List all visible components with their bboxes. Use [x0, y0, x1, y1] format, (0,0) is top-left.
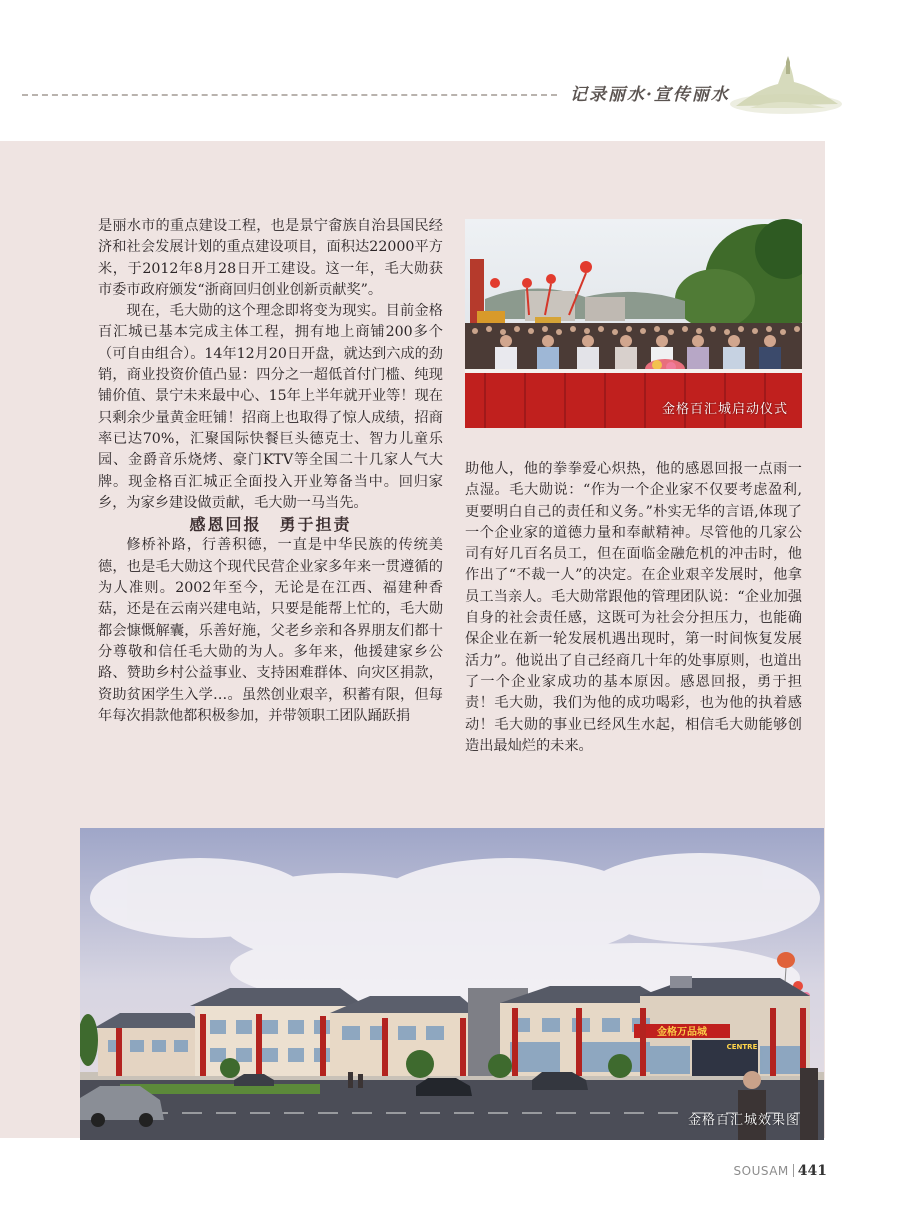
header-dashed-rule [22, 94, 557, 96]
rendering-sign-secondary: CENTRE [726, 1043, 758, 1051]
footer-separator [793, 1164, 794, 1177]
paragraph-2: 现在，毛大勋的这个理念即将变为现实。目前金格百汇城已基本完成主体工程，拥有地上商铺200多个（可自由组合）。14年12月20日开盘，就达到六成的劲销，商业投资价值凸显：四分之一超低首付门槛、纯现铺价值、景宁未来最中心、15年上半年就开业等！现在只剩余少量黄金旺铺！招商上也取得了惊人成绩，招商率已达70%，汇聚国际快餐巨头德克士、智力儿童乐园、金爵音乐烧烤、豪门KTV等全国二十几家人气大牌。现金格百汇城正全面投入开业筹备当中。回归家乡，为家乡建设做贡献，毛大勋一马当先。 [98, 303, 443, 511]
paragraph-4: 助他人，他的拳拳爱心炽热，他的感恩回报一点雨一点湿。毛大勋说：“作为一个企业家不仅要考虑盈利,更要明白自己的责任和义务。”朴实无华的言语,体现了一个企业家的道德力量和奉献精神。尽管他的几家公司有好几百名员工，但在面临金融危机的冲击时，他作出了“不裁一人”的决定。在企业艰辛发展时，他拿员工当亲人。毛大勋常跟他的管理团队说：“企业加强自身的社会责任感，这既可为社会分担压力，也能确保企业在新一轮发展机遇出现时，第一时间恢复发展活力”。他说出了自己经商几十年的处事原则，也道出了一个企业家成功的基本原因。感恩回报，勇于担责！毛大勋，我们为他的成功喝彩，也为他的执着感动！毛大勋的事业已经风生水起，相信毛大勋能够创造出最灿烂的未来。 [465, 461, 802, 754]
paragraph-3: 修桥补路，行善积德，一直是中华民族的传统美德，也是毛大勋这个现代民营企业家多年来一贯遵循的为人准则。2002年至今，无论是在江西、福建种香菇，还是在云南兴建电站，只要是能帮上忙的，毛大勋都会慷慨解囊，乐善好施，父老乡亲和各界朋友们都十分尊敬和信任毛大勋的为人。多年来，他援建家乡公路、赞助乡村公益事业、支持困难群体、向灾区捐款，资助贫困学生入学…。虽然创业艰辛，积蓄有限，但每年每次捐款他都积极参加，并带领职工团队踊跃捐 [98, 537, 443, 724]
building-rendering-photo [80, 828, 824, 1140]
paragraph-1: 是丽水市的重点建设工程，也是景宁畲族自治县国民经济和社会发展计划的重点建设项目，面积达22000平方米，于2012年8月28日开工建设。这一年，毛大勋获市委市政府颁发“浙商回归创业创新贡献奖”。 [98, 218, 443, 298]
section-title: 感恩回报 勇于担责 [189, 515, 352, 535]
rendering-sign: 金格万品城 [657, 1027, 707, 1038]
ceremony-photo-caption: 金格百汇城启动仪式 [661, 402, 788, 417]
header-slogan: 记录丽水·宣传丽水 [570, 85, 730, 105]
rendering-photo-caption: 金格百汇城效果图 [687, 1113, 800, 1128]
article-left-column [98, 216, 443, 727]
footer-brand: SOUSAM [733, 1164, 789, 1178]
article-right-column [465, 459, 802, 757]
mountain-logo-icon [730, 54, 842, 118]
page-number: 441 [797, 1163, 827, 1179]
ceremony-photo [465, 219, 802, 428]
page-footer [734, 1160, 827, 1179]
